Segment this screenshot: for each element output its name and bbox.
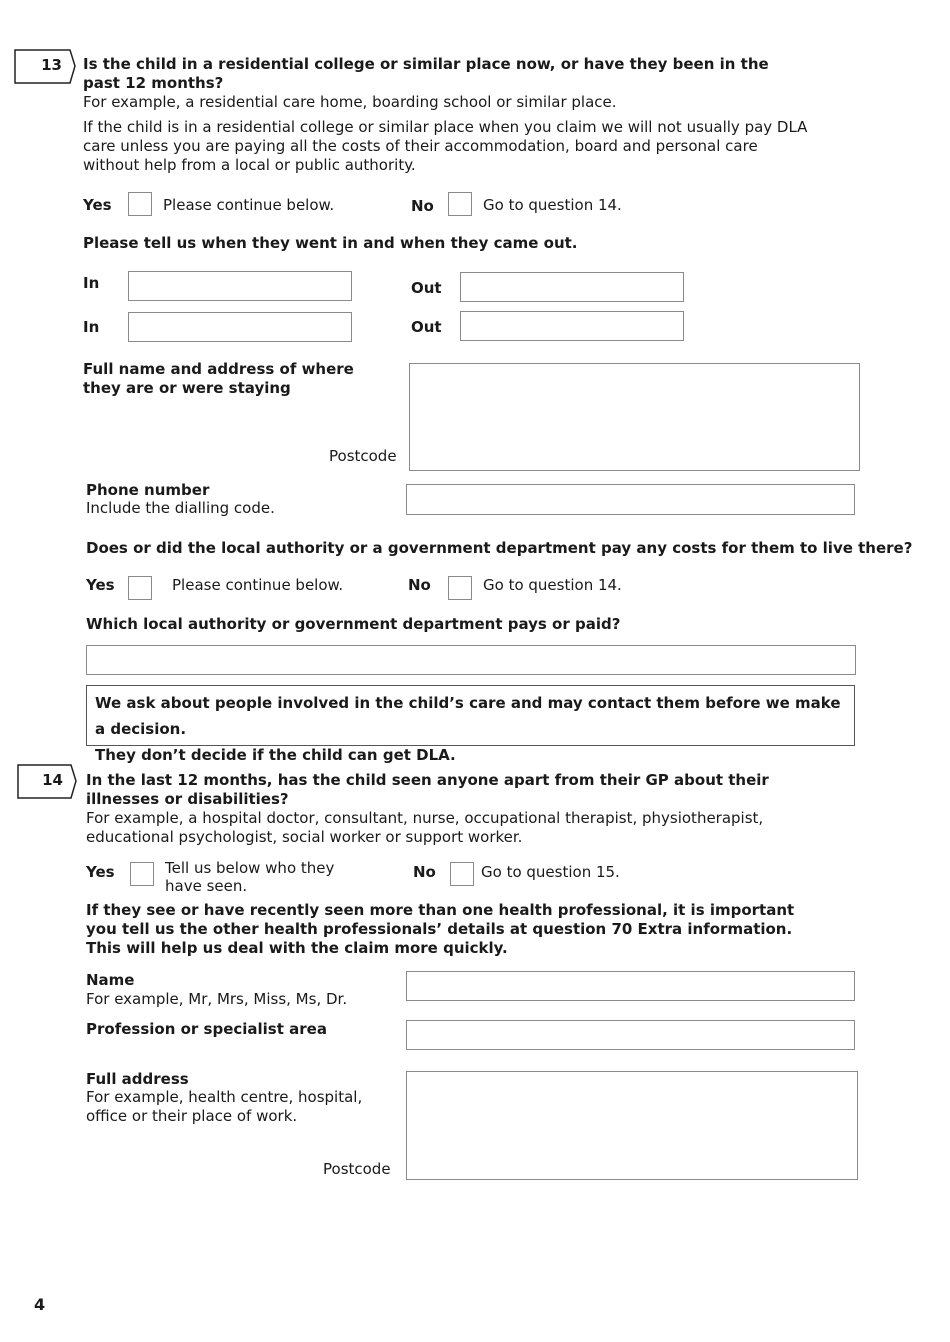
page-number: 4 (34, 1295, 46, 1314)
no-label: No (413, 863, 436, 881)
note-line-2: They don’t decide if the child can get DLA. (95, 746, 456, 764)
name-hint: For example, Mr, Mrs, Miss, Ms, Dr. (86, 990, 348, 1008)
more-info: If they see or have recently seen more than one health professional, it is important you tell us the other health professionals’ details at question 70 Extra information. This will help us deal with the claim more quickly. (86, 901, 795, 957)
name-label: Name (86, 971, 135, 989)
out-label: Out (411, 279, 442, 297)
name-input[interactable] (406, 971, 855, 1001)
question-14-number-tab (17, 764, 77, 798)
contact-note (86, 685, 855, 764)
phone-label: Phone number (86, 481, 210, 499)
question-13-info: If the child is in a residential college or similar place when you claim we will not usually pay DLA care unless you are paying all the costs of their accommodation, board and personal care without help from a local or public authority. (83, 118, 808, 174)
authority-input[interactable] (86, 645, 856, 675)
out-date-input-1[interactable] (460, 272, 684, 302)
phone-input[interactable] (406, 484, 855, 515)
no-label: No (408, 576, 431, 594)
residence-address-label: Full name and address of where they are or were staying (83, 360, 354, 397)
postcode-label: Postcode (323, 1160, 391, 1178)
dates-prompt: Please tell us when they went in and when they came out. (83, 234, 578, 252)
profession-input[interactable] (406, 1020, 855, 1050)
profession-label: Profession or specialist area (86, 1020, 327, 1038)
in-label: In (83, 274, 100, 292)
question-14-title: In the last 12 months, has the child seen anyone apart from their GP about their illnesses or disabilities? (86, 771, 769, 808)
question-number: 14 (42, 771, 63, 789)
postcode-label: Postcode (329, 447, 397, 465)
authority-question: Does or did the local authority or a government department pay any costs for them to live there? (86, 539, 913, 557)
yes-checkbox[interactable] (130, 862, 154, 886)
no-checkbox[interactable] (450, 862, 474, 886)
question-number: 13 (41, 56, 62, 74)
yes-label: Yes (86, 863, 115, 881)
full-address-hint: For example, health centre, hospital, office or their place of work. (86, 1088, 363, 1125)
note-line-1: We ask about people involved in the child’s care and may contact them before we make a decision. (95, 694, 841, 738)
no-hint: Go to question 15. (481, 863, 620, 881)
in-date-input-2[interactable] (128, 312, 352, 342)
question-13-title: Is the child in a residential college or similar place now, or have they been in the past 12 months? (83, 55, 769, 92)
yes-hint: Please continue below. (172, 576, 344, 594)
yes-hint: Please continue below. (163, 196, 335, 214)
phone-hint: Include the dialling code. (86, 499, 275, 517)
authority-yes-checkbox[interactable] (128, 576, 152, 600)
full-address-label: Full address (86, 1070, 189, 1088)
authority-no-checkbox[interactable] (448, 576, 472, 600)
no-hint: Go to question 14. (483, 576, 622, 594)
in-label: In (83, 318, 100, 336)
in-date-input-1[interactable] (128, 271, 352, 301)
residence-address-input[interactable] (409, 363, 860, 471)
out-label: Out (411, 318, 442, 336)
yes-hint: Tell us below who they have seen. (165, 859, 335, 895)
full-address-input[interactable] (406, 1071, 858, 1180)
no-label: No (411, 197, 434, 215)
yes-label: Yes (83, 196, 112, 214)
no-checkbox[interactable] (448, 192, 472, 216)
yes-label: Yes (86, 576, 115, 594)
question-13-example: For example, a residential care home, boarding school or similar place. (83, 93, 617, 111)
question-13-number-tab (14, 49, 74, 83)
no-hint: Go to question 14. (483, 196, 622, 214)
question-14-example: For example, a hospital doctor, consultant, nurse, occupational therapist, physiotherapist, educational psychologist, social worker or support worker. (86, 809, 764, 846)
which-authority-label: Which local authority or government department pays or paid? (86, 615, 621, 633)
yes-checkbox[interactable] (128, 192, 152, 216)
out-date-input-2[interactable] (460, 311, 684, 341)
